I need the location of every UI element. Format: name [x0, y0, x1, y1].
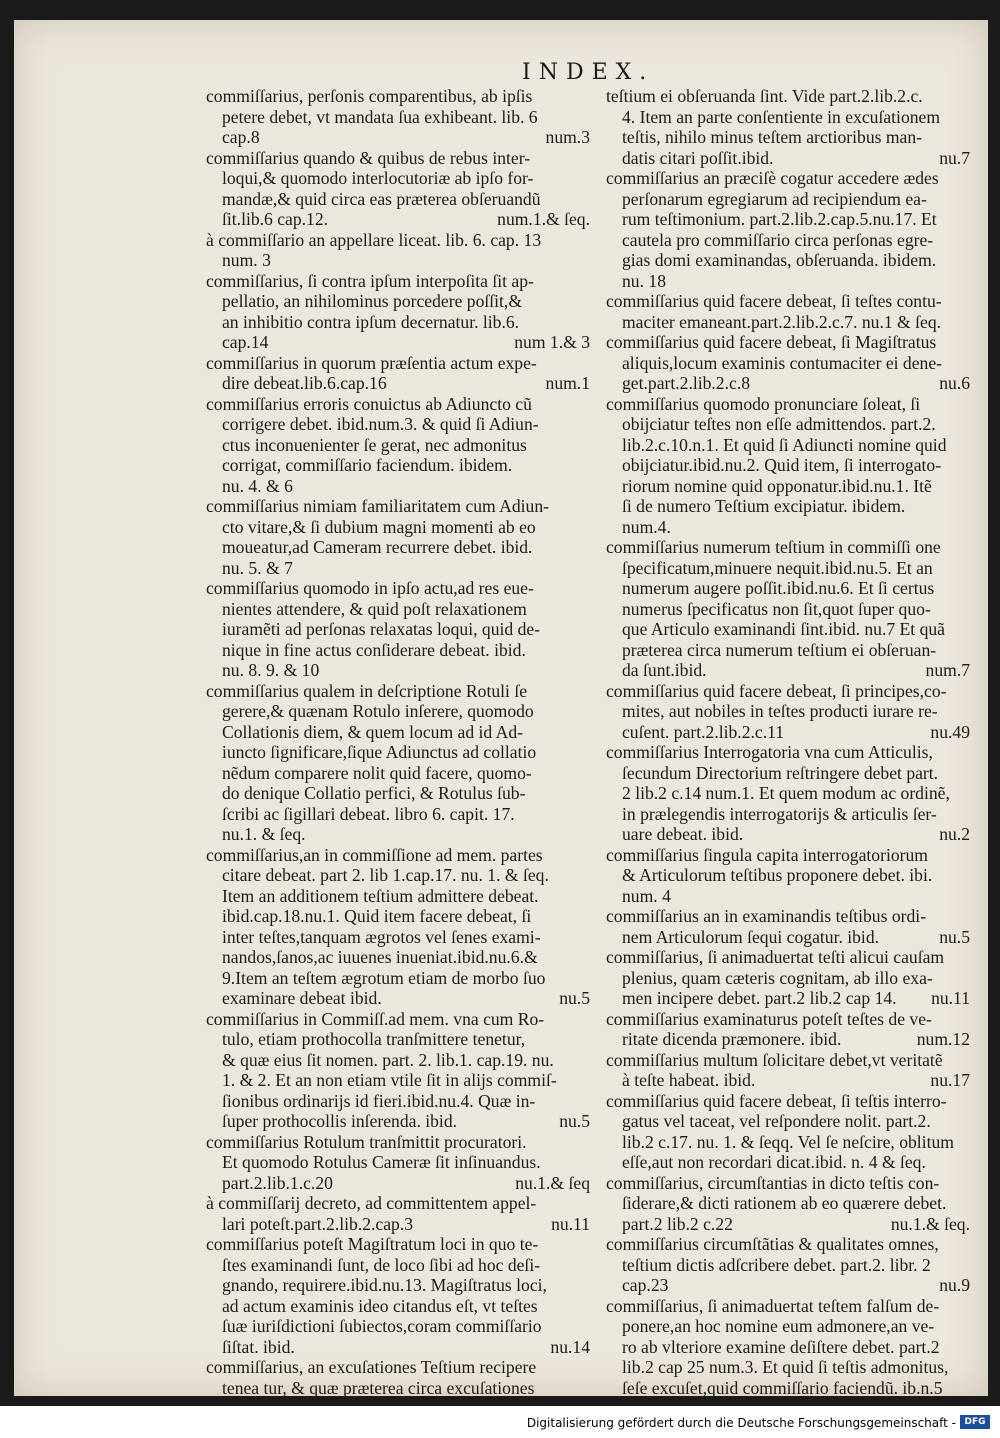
index-entry-reference: num.1: [545, 373, 590, 393]
index-entry: [606, 1296, 974, 1419]
index-entry: [206, 578, 594, 681]
index-entry: [606, 332, 974, 394]
index-entry: [206, 394, 594, 497]
left-index-column: [206, 86, 594, 1398]
right-index-column: [606, 86, 974, 1419]
index-entry: [606, 394, 974, 538]
index-entry-reference: nu.5: [559, 1111, 590, 1131]
index-entry: [606, 86, 974, 168]
index-entry-text: commiſſarius quid facere debeat, ſi Magiſtratus aliquis,locum examinis contumaciter ei dene- get.part.2.lib.2.c.8: [606, 332, 943, 393]
index-entry: [206, 1132, 594, 1194]
index-entry-reference: nu.9: [939, 1275, 970, 1295]
index-entry-text: commiſſarius an præciſè cogatur accedere ædes perſonarum egregiarum ad recipiendum ea- rum teſtimonium. part.2.lib.2.cap.5.nu.17. Et cautela pro commiſſario circa perſonas egre- gias domi examinandas, obſeruanda. ibidem. nu. 18: [606, 168, 939, 291]
index-entry: [606, 1234, 974, 1296]
index-entry: [206, 1234, 594, 1357]
index-entry-reference: nu.11: [931, 988, 970, 1008]
index-entry-reference: nu.17: [930, 1070, 970, 1090]
index-entry-text: commiſſarius examinaturus poteſt teſtes de ve- ritate dicenda præmonere. ibid.: [606, 1008, 932, 1049]
index-entry-reference: num.3: [545, 127, 590, 147]
index-entry-text: commiſſarius, perſonis comparentibus, ab ipſis petere debet, vt mandata ſua exhibeant. lib. 6 cap.8: [206, 86, 538, 147]
index-entry: [206, 1357, 594, 1398]
index-entry: [206, 148, 594, 230]
index-entry-reference: nu.7: [939, 147, 970, 168]
index-entry-text: commiſſarius nimiam familiaritatem cum Adiun- cto vitare,& ſi dubium magni momenti ab eo moueatur,ad Cameram recurrere debet. ibid. nu. 5. & 7: [206, 496, 550, 578]
index-entry-text: commiſſarius numerum teſtium in commiſſi one ſpecificatum,minuere nequit.ibid.nu.5. Et an numerum augere poſſit.ibid.nu.6. Et ſi certus numerus ſpecificatus non ſit,quot ſuper quo- que Articulo examinandi ſint.ibid. nu.7 Et quã præterea circa numerum teſtium ei obſeruan- da ſunt.ibid.: [606, 537, 945, 680]
index-entry-text: commiſſarius quid facere debeat, ſi principes,co- mites, aut nobiles in teſtes producti iurare re- cuſent. part.2.lib.2.c.11: [606, 680, 947, 742]
index-entry-reference: nu.2: [939, 824, 970, 844]
index-entry: [206, 86, 594, 148]
index-entry-reference: nu.5: [559, 988, 590, 1008]
index-entry-text: commiſſarius, ſi contra ipſum interpoſita ſit ap- pellatio, an nihilominus porcedere poſſit,& an inhibitio contra ipſum decernatur. lib.6. cap.14: [206, 270, 534, 352]
index-entry-reference: nu.11: [551, 1213, 590, 1234]
index-entry: [206, 1193, 594, 1234]
index-entry: [606, 681, 974, 743]
index-entry-text: commiſſarius, circumſtantias in dicto teſtis con- ſiderare,& dicti rationem ab eo quærere debet. part.2 lib.2 c.22: [606, 1172, 947, 1234]
index-entry-text: commiſſarius circumſtãtias & qualitates omnes, teſtium dictis adſcribere debet. part.2. libr. 2 cap.23: [606, 1234, 939, 1295]
index-entry: [606, 1050, 974, 1091]
index-entry-text: teſtium ei obſeruanda ſint. Vide part.2.lib.2.c. 4. Item an parte conſentiente in excuſationem teſtis, nihilo minus teſtem arctioribus man- datis citari poſſit.ibid.: [606, 86, 941, 168]
index-entry-reference: nu.49: [930, 721, 970, 742]
index-entry-reference: num.7: [925, 660, 970, 680]
index-entry: [206, 1009, 594, 1132]
index-entry-reference: num.1.& ſeq.: [497, 209, 590, 229]
index-entry-text: commiſſarius poteſt Magiſtratum loci in quo te- ſtes examinandi ſunt, de loco ſibi ad hoc deſi- gnando, requirere.ibid.nu.13. Magiſtratus loci, ad actum examinis ideo citandus eſt, vt teſtes ſuæ iuriſdictioni ſubiectos,coram commiſſario ſiſtat. ibid.: [206, 1234, 547, 1357]
funding-credit: Digitalisierung gefördert durch die Deutsche Forschungsgemeinschaft -: [526, 1416, 956, 1430]
index-entry: [206, 271, 594, 353]
index-entry-text: commiſſarius Rotulum tranſmittit procuratori. Et quomodo Rotulus Cameræ ſit inſinuandus. part.2.lib.1.c.20: [206, 1131, 541, 1193]
index-entry: [206, 681, 594, 845]
index-entry-text: commiſſarius quando & quibus de rebus inter- loqui,& quomodo interlocutoriæ ab ipſo for- mandæ,& quid circa eas præterea obſeruandũ ſit.lib.6 cap.12.: [206, 147, 541, 229]
index-entry: [606, 845, 974, 907]
index-entry-text: à commiſſario an appellare liceat. lib. 6. cap. 13 num. 3: [206, 229, 542, 270]
index-entry-reference: nu.14: [550, 1336, 590, 1357]
index-entry: [606, 537, 974, 681]
index-entry-text: à commiſſarij decreto, ad committentem appel- lari poteſt.part.2.lib.2.cap.3: [206, 1193, 537, 1234]
index-entry-text: commiſſarius quomodo in ipſo actu,ad res eue- nientes attendere, & quid poſt relaxationem iuramẽti ad perſonas relaxatas loqui, quid de- nique in fine actus conſiderare debeat. ibid. nu. 8. 9. & 10: [206, 578, 541, 680]
index-entry-text: commiſſarius qualem in deſcriptione Rotuli ſe gerere,& quænam Rotulo inſerere, quomodo Collationis diem, & quem locum ad id Ad- iuncto ſignificare,ſique Adiunctus ad collatio nẽdum comparere nolit quid facere, quomo- do denique Collatio perfici, & Rotulus ſub- ſcribi ac ſigillari debeat. libro 6. capit. 17. nu.1. & ſeq.: [206, 680, 537, 844]
index-entry: [606, 168, 974, 291]
index-entry: [606, 1009, 974, 1050]
index-entry: [206, 353, 594, 394]
index-entry: [606, 947, 974, 1009]
page-header: INDEX.: [522, 60, 655, 85]
index-entry-text: commiſſarius quomodo pronunciare ſoleat, ſi obijciatur teſtes non eſſe admittendos. part.2. lib.2.c.10.n.1. Et quid ſi Adiuncti nomine quid obijciatur.ibid.nu.2. Quid item, ſi interrogato- riorum nomine quid opponatur.ibid.nu.1. Itẽ ſi de numero Teſtium excipiatur. ibidem. num.4.: [606, 393, 947, 537]
index-entry: [606, 291, 974, 332]
index-entry-text: commiſſarius in quorum præſentia actum expe- dire debeat.lib.6.cap.16: [206, 352, 537, 393]
index-entry-text: commiſſarius in Commiſſ.ad mem. vna cum Ro- tulo, etiam prothocolla tranſmittere tenetur, & quæ eius ſit nomen. part. 2. lib.1. cap.19. nu. 1. & 2. Et an non etiam vtile ſit in alijs commiſ- ſionibus ordinarijs id fieri.ibid.nu.4. Quæ in- ſuper prothocollis inſerenda. ibid.: [206, 1008, 557, 1131]
index-entry: [606, 1173, 974, 1235]
index-entry-text: commiſſarius, ſi animaduertat teſtem falſum de- ponere,an hoc nomine eum admonere,an ve- ro ab vlteriore examine deſiſtere debet. part.2 lib.2 cap 25 num.3. Et quid ſi teſtis admonitus, ſeſe excuſet,quid commiſſario faciendũ. ib.n.5: [606, 1295, 949, 1398]
index-entry-text: commiſſarius,an in commiſſione ad mem. partes citare debeat. part 2. lib 1.cap.17. nu. 1. & ſeq. Item an additionem teſtium admittere debeat. ibid.cap.18.nu.1. Quid item facere debeat, ſi inter teſtes,tanquam ægrotos vel ſenes exami- nandos,ſanos,ac iuuenes inueniat.ibid.nu.6.& 9.Item an teſtem ægrotum etiam de morbo ſuo examinare debeat ibid.: [206, 844, 549, 1008]
index-entry-reference: nu.1.& ſeq.: [890, 1213, 970, 1234]
index-entry-text: commiſſarius multum ſolicitare debet,vt veritatẽ à teſte habeat. ibid.: [606, 1049, 943, 1090]
index-entry-text: commiſſarius Interrogatoria vna cum Atticulis, ſecundum Directorium reſtringere debet part. 2 lib.2 c.14 num.1. Et quem modum ac ordinẽ, in prælegendis interrogatorijs & articulis ſer- uare debeat. ibid.: [606, 742, 950, 844]
index-entry: [206, 845, 594, 1009]
index-entry-reference: num 1.& 3: [514, 332, 590, 352]
index-entry: [206, 496, 594, 578]
index-entry-text: commiſſarius ſingula capita interrogatoriorum & Articulorum teſtibus proponere debet. ibi. num. 4: [606, 844, 933, 906]
index-entry: [606, 742, 974, 845]
index-entry-reference: nu.5: [939, 926, 970, 947]
index-entry-text: commiſſarius an in examinandis teſtibus ordi- nem Articulorum ſequi cogatur. ibid.: [606, 906, 927, 947]
index-entry-text: commiſſarius erroris conuictus ab Adiuncto cũ corrigere debet. ibid.num.3. & quid ſi Adiun- ctus inconuenienter ſe gerat, nec admonitus corrigat, commiſſario faciendum. ibidem. nu. 4. & 6: [206, 393, 539, 496]
index-entry: [606, 1091, 974, 1173]
dfg-logo: DFG: [960, 1415, 990, 1429]
index-entry-reference: nu.1.& ſeq: [515, 1172, 590, 1193]
index-entry: [606, 906, 974, 947]
index-entry-reference: nu.6: [939, 373, 970, 393]
index-entry-text: commiſſarius quid facere debeat, ſi teſtes contu- maciter emaneant.part.2.lib.2.c.7. nu.1 & ſeq.: [606, 291, 942, 332]
footer-bar: [0, 1406, 1000, 1438]
index-entry-text: commiſſarius, an excuſationes Teſtium recipere tenea tur, & quæ præterea circa excuſationes: [206, 1357, 537, 1398]
index-entry-text: commiſſarius quid facere debeat, ſi teſtis interro- gatus vel taceat, vel reſpondere nolit. part.2. lib.2 c.17. nu. 1. & ſeqq. Vel ſe neſcire, oblitum eſſe,aut non recordari dicat.ibid. n. 4 & ſeq.: [606, 1090, 954, 1172]
index-entry-text: commiſſarius, ſi animaduertat teſti alicui cauſam plenius, quam cæteris cognitam, ab illo exa- men incipere debet. part.2 lib.2 cap 14.: [606, 947, 945, 1008]
index-entry-reference: num.12: [916, 1029, 970, 1049]
index-entry: [206, 230, 594, 271]
